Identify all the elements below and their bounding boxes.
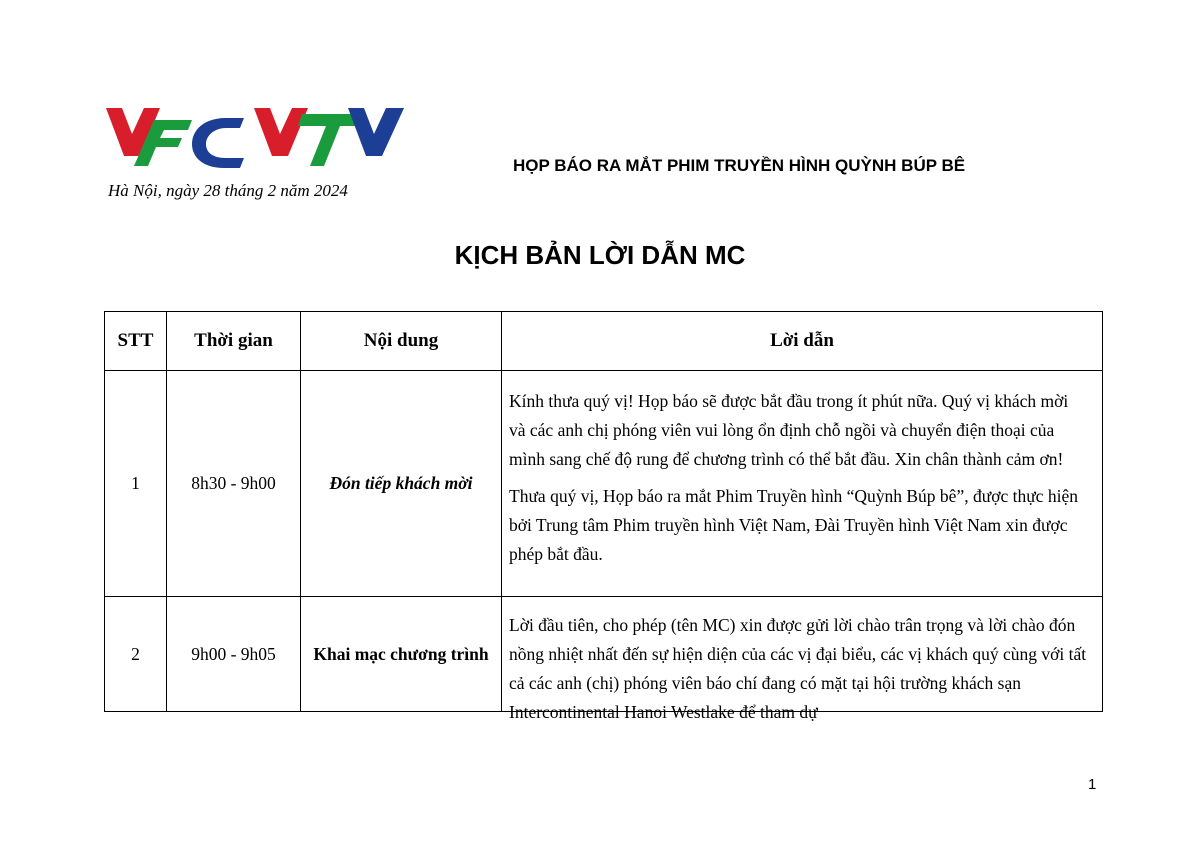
script-paragraph: Lời đầu tiên, cho phép (tên MC) xin được gửi lời chào trân trọng và lời chào đón nồng nhiệt nhất đến sự hiện diện của các vị đại biểu, các vị khách quý cùng với tất cả các anh (chị) phóng viên báo chí đang có mặt tại hội trường khách sạn Intercontinental Hanoi Westlake để tham dự <box>509 615 1087 722</box>
header-stt: STT <box>105 312 167 371</box>
header-content: Nội dung <box>301 312 502 371</box>
page-number: 1 <box>1088 776 1097 793</box>
table-header-row <box>105 312 1103 371</box>
script-paragraph: Thưa quý vị, Họp báo ra mắt Phim Truyền hình “Quỳnh Búp bê”, được thực hiện bởi Trung tâm Phim truyền hình Việt Nam, Đài Truyền hình Việt Nam xin được phép bắt đầu. <box>509 486 1078 564</box>
row-script <box>502 597 1103 722</box>
event-title: HỌP BÁO RA MẮT PHIM TRUYỀN HÌNH QUỲNH BÚP BÊ <box>513 156 966 175</box>
header-time: Thời gian <box>167 312 301 371</box>
table-row <box>105 597 1103 712</box>
row-time: 9h00 - 9h05 <box>167 597 301 712</box>
row-content: Khai mạc chương trình <box>301 597 502 712</box>
date-line: Hà Nội, ngày 28 tháng 2 năm 2024 <box>108 181 348 200</box>
table-row <box>105 371 1103 597</box>
row-stt: 2 <box>105 597 167 712</box>
script-paragraph: Kính thưa quý vị! Họp báo sẽ được bắt đầu trong ít phút nữa. Quý vị khách mời và các anh chị phóng viên vui lòng ổn định chỗ ngồi và chuyển điện thoại của mình sang chế độ rung để chương trình có thể bắt đầu. Xin chân thành cảm ơn! <box>509 391 1069 469</box>
row-stt: 1 <box>105 371 167 597</box>
document-title: KỊCH BẢN LỜI DẪN MC <box>454 240 746 270</box>
row-time: 8h30 - 9h00 <box>167 371 301 597</box>
row-script <box>502 371 1103 597</box>
mc-script-table <box>104 311 1103 722</box>
header-script: Lời dẫn <box>502 312 1103 371</box>
row-content: Đón tiếp khách mời <box>301 371 502 597</box>
vfc-vtv-logo <box>104 104 414 170</box>
